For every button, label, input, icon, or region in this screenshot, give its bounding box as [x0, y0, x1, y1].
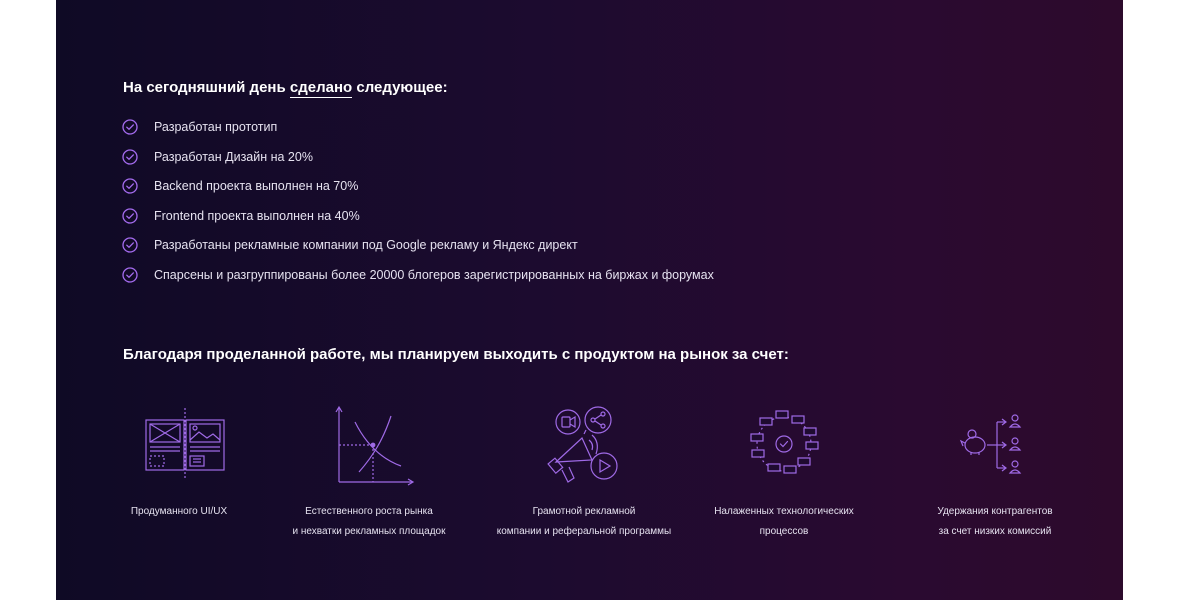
title-text-before: На сегодняшний день [123, 79, 290, 96]
process-cycle-icon [734, 400, 834, 490]
done-checklist [122, 119, 714, 296]
feature-label [79, 502, 279, 522]
feature-advertising [484, 400, 684, 537]
feature-label [684, 502, 884, 542]
plan-section-title: Благодаря проделанной работе, мы планируем выходить с продуктом на рынок за счет: [123, 346, 789, 363]
list-item [122, 237, 714, 267]
list-item [122, 119, 714, 149]
list-item-text: Разработан прототип [154, 120, 278, 134]
list-item-text: Backend проекта выполнен на 70% [154, 179, 359, 193]
feature-label-line: Продуманного UI/UX [130, 506, 228, 517]
list-item [122, 267, 714, 297]
ui-ux-icon [129, 400, 229, 490]
feature-retention [895, 400, 1095, 537]
feature-label [484, 502, 684, 542]
list-item [122, 178, 714, 208]
feature-label-line: процессов [759, 526, 809, 537]
piggy-bank-icon [945, 400, 1045, 490]
feature-label-line: за счет низких комиссий [938, 526, 1052, 537]
check-circle-icon [122, 178, 138, 194]
megaphone-icon [534, 400, 634, 490]
check-circle-icon [122, 119, 138, 135]
check-circle-icon [122, 237, 138, 253]
list-item-text: Разработаны рекламные компании под Google рекламу и Яндекс директ [154, 238, 578, 252]
check-circle-icon [122, 149, 138, 165]
feature-label-line: и нехватки рекламных площадок [292, 526, 446, 537]
check-circle-icon [122, 208, 138, 224]
title-emphasis-link: сделано [289, 79, 353, 96]
list-item-text: Разработан Дизайн на 20% [154, 149, 313, 164]
feature-ui-ux [79, 400, 279, 517]
title-text-after: следующее: [352, 79, 448, 96]
list-item-text: Спарсены и разгруппированы более 20000 блогеров зарегистрированных на биржах и форумах [154, 267, 714, 282]
done-section-title [123, 79, 448, 96]
feature-processes [684, 400, 884, 537]
feature-label-line: Естественного роста рынка [305, 506, 433, 517]
list-item [122, 149, 714, 179]
feature-label-line: компании и реферальной программы [496, 526, 672, 537]
content-panel [56, 0, 1123, 600]
feature-label [895, 502, 1095, 542]
feature-label-line: Налаженных технологических [714, 506, 854, 517]
check-circle-icon [122, 267, 138, 283]
feature-label-line: Грамотной рекламной [532, 506, 636, 517]
list-item-text: Frontend проекта выполнен на 40% [154, 208, 360, 223]
list-item [122, 208, 714, 238]
market-growth-chart-icon [319, 400, 419, 490]
feature-market-growth [269, 400, 469, 537]
features-row [56, 400, 1123, 550]
feature-label [269, 502, 469, 542]
feature-label-line: Удержания контрагентов [937, 506, 1053, 517]
